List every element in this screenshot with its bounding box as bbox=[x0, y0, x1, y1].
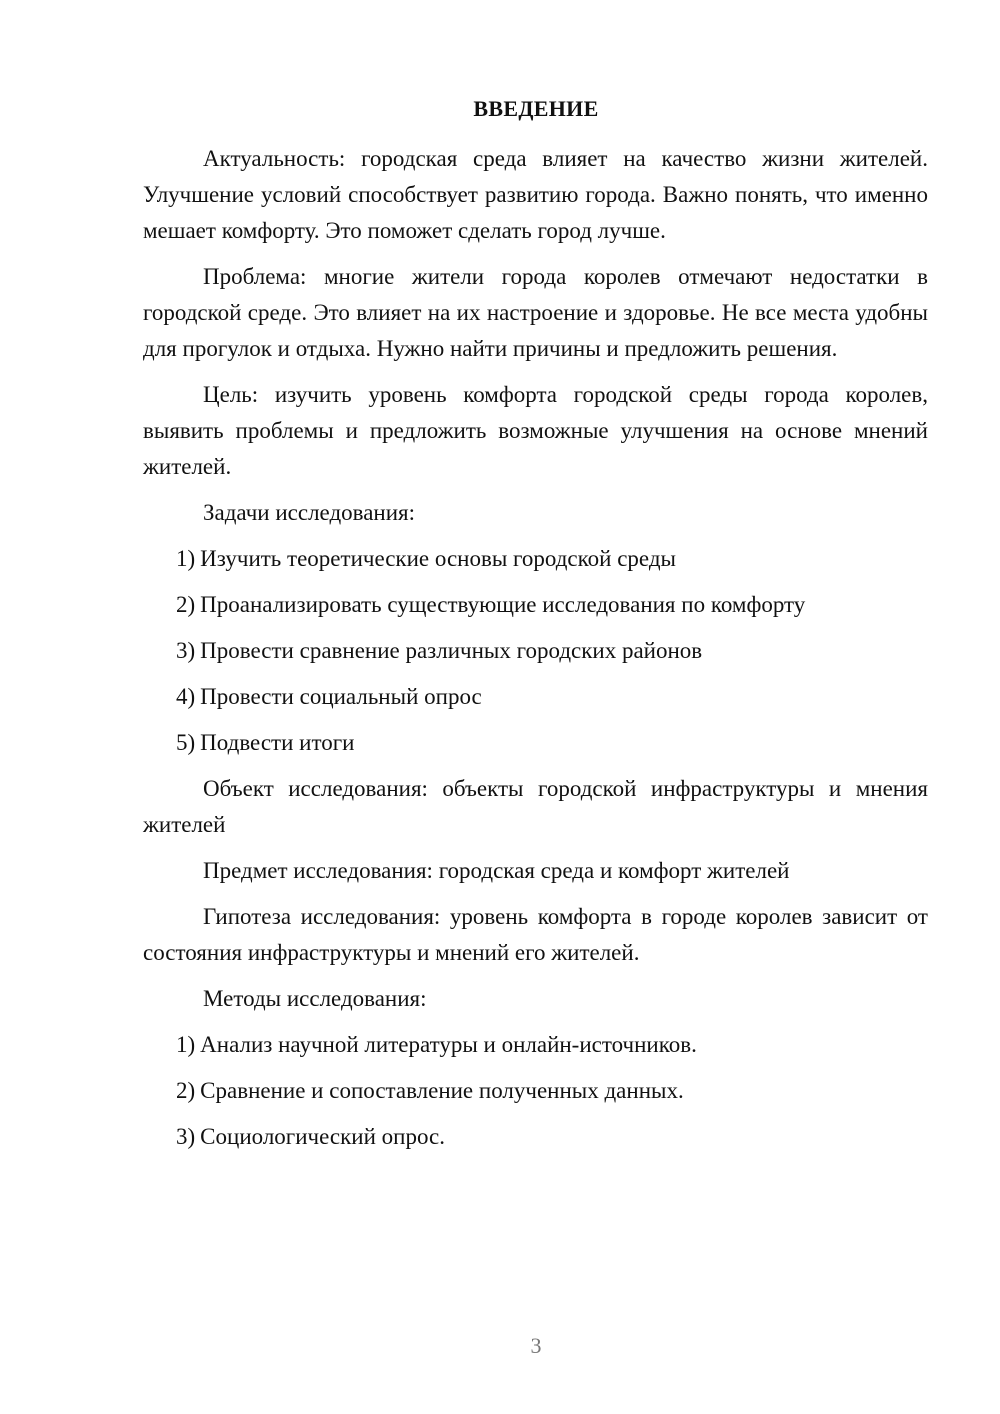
list-item bbox=[176, 1027, 928, 1063]
list-item-text: Социологический опрос. bbox=[200, 1124, 445, 1149]
methods-heading: Методы исследования: bbox=[203, 986, 427, 1011]
list-item bbox=[176, 1073, 928, 1109]
list-item bbox=[176, 587, 928, 623]
list-item-number: 5) bbox=[176, 730, 196, 755]
list-item bbox=[176, 1119, 928, 1155]
list-item-number: 2) bbox=[176, 1078, 196, 1103]
paragraph-subject: Предмет исследования: городская среда и комфорт жителей bbox=[203, 858, 790, 883]
methods-list bbox=[143, 1027, 928, 1155]
list-item-text: Анализ научной литературы и онлайн-источников. bbox=[200, 1032, 697, 1057]
list-item bbox=[176, 679, 928, 715]
list-item-text: Проанализировать существующие исследования по комфорту bbox=[200, 592, 806, 617]
list-item-number: 2) bbox=[176, 592, 196, 617]
list-item-text: Сравнение и сопоставление полученных данных. bbox=[200, 1078, 684, 1103]
paragraph-relevance: Актуальность: городская среда влияет на качество жизни жителей. Улучшение условий способствует развитию города. Важно понять, что именно мешает комфорту. Это поможет сделать город лучше. bbox=[143, 146, 928, 243]
list-item-text: Провести сравнение различных городских районов bbox=[200, 638, 703, 663]
paragraph-object: Объект исследования: объекты городской инфраструктуры и мнения жителей bbox=[143, 776, 928, 837]
list-item bbox=[176, 541, 928, 577]
paragraph-goal: Цель: изучить уровень комфорта городской среды города королев, выявить проблемы и предложить возможные улучшения на основе мнений жителей. bbox=[143, 382, 928, 479]
section-title: ВВЕДЕНИЕ bbox=[473, 96, 599, 121]
paragraph-problem: Проблема: многие жители города королев отмечают недостатки в городской среде. Это влияет на их настроение и здоровье. Не все места удобны для прогулок и отдыха. Нужно найти причины и предложить решения. bbox=[143, 264, 928, 361]
list-item-number: 1) bbox=[176, 546, 196, 571]
list-item-text: Изучить теоретические основы городской среды bbox=[200, 546, 676, 571]
list-item-text: Провести социальный опрос bbox=[200, 684, 482, 709]
list-item bbox=[176, 725, 928, 761]
list-item-text: Подвести итоги bbox=[200, 730, 355, 755]
list-item bbox=[176, 633, 928, 669]
list-item-number: 3) bbox=[176, 1124, 196, 1149]
paragraph-hypothesis: Гипотеза исследования: уровень комфорта в городе королев зависит от состояния инфраструктуры и мнений его жителей. bbox=[143, 904, 928, 965]
list-item-number: 3) bbox=[176, 638, 196, 663]
tasks-list bbox=[143, 541, 928, 761]
list-item-number: 4) bbox=[176, 684, 196, 709]
body-content bbox=[143, 141, 928, 1165]
list-item-number: 1) bbox=[176, 1032, 196, 1057]
page-number: 3 bbox=[530, 1333, 542, 1358]
tasks-heading: Задачи исследования: bbox=[203, 500, 416, 525]
